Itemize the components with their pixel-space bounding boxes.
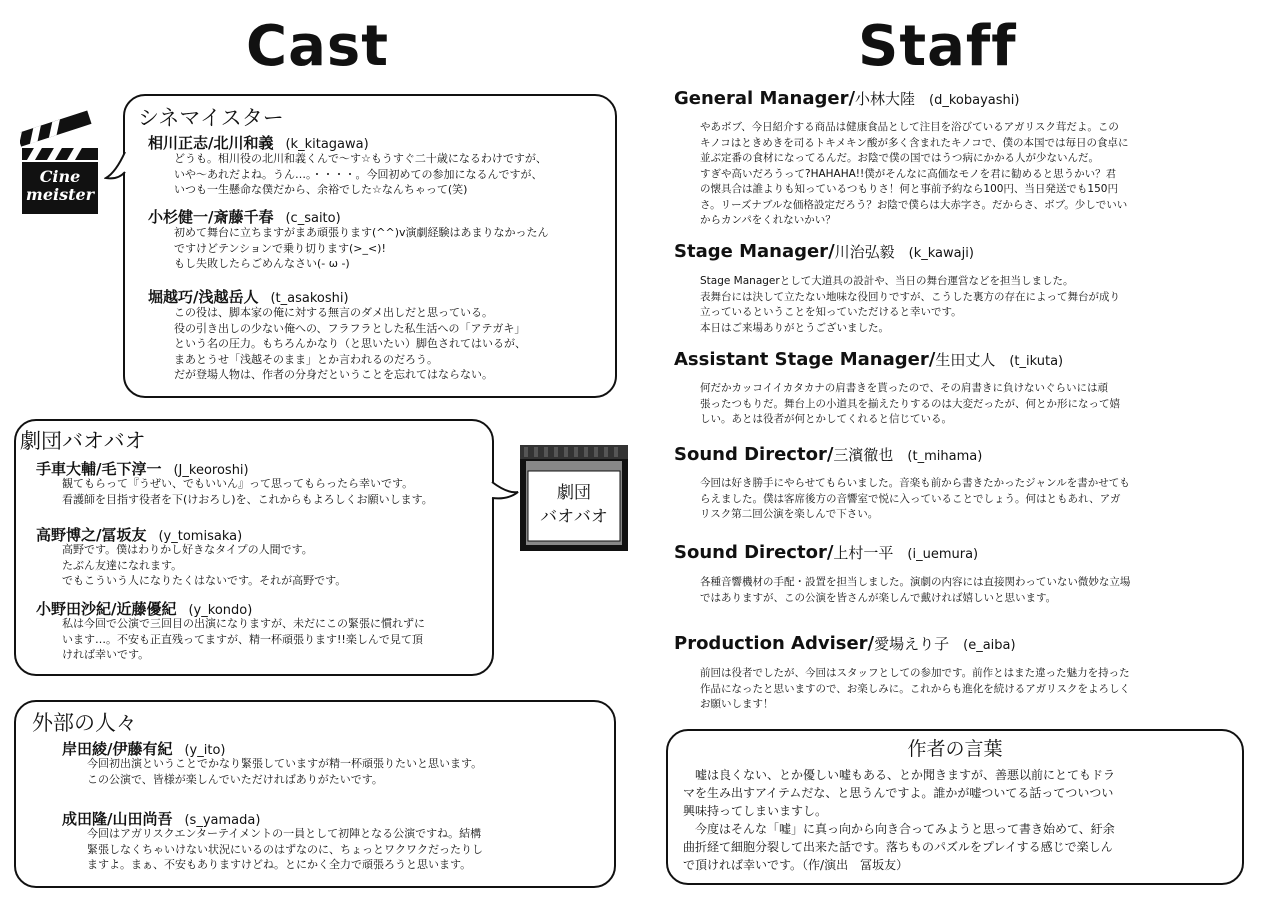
- staff-heading: Production Adviser/愛場えり子 (e_aiba): [674, 633, 1016, 654]
- member-name: 手車大輔/毛下淳一 (J_keoroshi): [36, 460, 249, 478]
- member-comment: 観てもらって『うぜい、でもいいん』って思ってもらったら幸いです。 看護師を目指す役者を下(けおろし)を、これからもよろしくお願いします。: [62, 477, 433, 506]
- author-text: 嘘は良くない、とか優しい嘘もある、とか聞きますが、善悪以前にとてもドラ マを生み出すアイテムだな、と思うんですよ。誰かが嘘ついてる話ってついつい 興味持ってしまいますし。 今度はそんな「嘘」に真っ向から向き合ってみようと思って書き始めて、紆余 曲折経て細胞分裂して出来た話です。落ちものパズルをプレイする感じで楽しん で頂ければ幸いです。（作/演出 冨坂友）: [683, 768, 1116, 872]
- member-comment: 今回はアガリスクエンターテイメントの一員として初陣となる公演ですね。結構 緊張しなくちゃいけない状況にいるのはずなのに、ちょっとワクワクだったりし ますよ。まぁ、不安もありますけどね。とにかく全力で頑張ろうと思います。: [87, 827, 483, 871]
- member-comment: 初めて舞台に立ちますがまあ頑張ります(^^)v演劇経験はあまりなかったん ですけどテンションで乗り切ります(>_<)! もし失敗したらごめんなさい(- ω -): [174, 226, 549, 270]
- member-name: 小野田沙紀/近藤優紀 (y_kondo): [36, 600, 253, 618]
- member-name: 成田隆/山田尚吾 (s_yamada): [62, 810, 261, 828]
- staff-heading: Assistant Stage Manager/生田丈人 (t_ikuta): [674, 349, 1064, 370]
- member-comment: この役は、脚本家の俺に対する無言のダメ出しだと思っている。 役の引き出しの少ない俺への、フラフラとした私生活への「アテガキ」 という名の圧力。もちろんかなり（と思いたい）脚色されてはいるが、 まあとうせ「浅越そのまま」とか言われるのだろう。 だが登場人物は、作者の分身だということを忘れてはならない。: [174, 306, 526, 381]
- staff-title: Staff: [858, 14, 1017, 79]
- member-name: 岸田綾/伊藤有紀 (y_ito): [62, 740, 226, 758]
- staff-heading: Sound Director/上村一平 (i_uemura): [674, 542, 979, 563]
- member-name: 相川正志/北川和義 (k_kitagawa): [148, 134, 369, 152]
- member-name: 小杉健一/斎藤千春 (c_saito): [148, 208, 341, 226]
- staff-comment: 各種音響機材の手配・設置を担当しました。演劇の内容には直接関わっていない微妙な立場 ではありますが、この公演を皆さんが楽しんで戴ければ嬉しいと思います。: [700, 576, 1131, 604]
- member-comment: 私は今回で公演で三回目の出演になりますが、未だにこの緊張に慣れずに います…。不安も正直残ってますが、精一杯頑張ります!!楽しんで見て頂 ければ幸いです。: [62, 617, 425, 661]
- bubble-tail: [490, 478, 520, 508]
- cast-title: Cast: [246, 14, 389, 79]
- member-comment: 高野です。僕はわりかし好きなタイプの人間です。 たぶん友達になれます。 でもこういう人になりたくはないです。それが高野です。: [62, 543, 347, 587]
- group-title: シネマイスター: [138, 106, 284, 130]
- author-title: 作者の言葉: [907, 738, 1003, 760]
- staff-heading: Sound Director/三濱徹也 (t_mihama): [674, 444, 983, 465]
- clapperboard-icon: [20, 108, 102, 218]
- staff-comment: 前回は役者でしたが、今回はスタッフとしての参加です。前作とはまた違った魅力を持った 作品になったと思いますので、お楽しみに。これからも進化を続けるアガリスクをよろしく お願いします！: [700, 667, 1130, 710]
- member-name: 高野博之/冨坂友 (y_tomisaka): [36, 526, 243, 544]
- member-name: 堀越巧/浅越岳人 (t_asakoshi): [148, 288, 349, 306]
- group-title: 外部の人々: [32, 711, 137, 735]
- staff-heading: Stage Manager/川治弘毅 (k_kawaji): [674, 241, 974, 262]
- bubble-tail: [104, 150, 128, 186]
- staff-comment: 今回は好き勝手にやらせてもらいました。音楽も前から書きたかったジャンルを書かせても らえました。僕は客席後方の音響室で悦に入っていることでしょう。何はともあれ、アガ リスク第二回公演を楽しんで下さい。: [700, 477, 1130, 520]
- baobao-logo-line1: 劇団: [557, 483, 591, 503]
- member-comment: どうも。相川役の北川和義くんで～す☆もうすぐ二十歳になるわけですが、 いや～あれだよね。うん…。・・・・。今回初めての参加になるんですが、 いつも一生懸命な僕だから、余裕でした☆なんちゃって(笑): [174, 152, 547, 196]
- group-title: 劇団バオバオ: [20, 429, 146, 453]
- logo-text-meister: meister: [25, 185, 95, 204]
- staff-comment: やあボブ、今日紹介する商品は健康食品として注目を浴びているアガリスク茸だよ。この キノコはときめきを司るトキメキン酸が多く含まれたキノコで、僕の本国では毎日の食卓に 並ぶ定番の食材になってるんだ。お陰で僕の国ではうつ病にかかる人が少ないんだ。 すぎや高いだろうって?HAHAHA!!僕がそんなに高価なモノを君に勧めると思うかい？君 の懐具合は誰よりも知っているつもりさ！何と事前予約なら100円、当日発送でも150円 さ。リーズナブルな価格設定だろう？お陰で僕らは大赤字さ。だからさ、ボブ。少しでいい からカンパをくれないかい？: [700, 121, 1129, 226]
- member-comment: 今回初出演ということでかなり緊張していますが精一杯頑張りたいと思います。 この公演で、皆様が楽しんでいただければありがたいです。: [87, 757, 483, 786]
- staff-comment: 何だかカッコイイカタカナの肩書きを貰ったので、その肩書きに負けないぐらいには頑 張ったつもりだ。舞台上の小道具を揃えたりするのは大変だったが、何とか形になって嬉 しい。あとは役者が何とかしてくれると信じている。: [700, 382, 1120, 425]
- staff-comment: Stage Managerとして大道具の設計や、当日の舞台運営などを担当しました。 表舞台には決して立たない地味な役回りですが、こうした裏方の存在によって舞台が成り 立っているということを知っていただけると幸いです。 本日はご来場ありがとうございました。: [700, 275, 1120, 334]
- baobao-logo-line2: バオバオ: [540, 507, 608, 527]
- baobao-stage-logo: [520, 445, 628, 551]
- staff-heading: General Manager/小林大陸 (d_kobayashi): [674, 88, 1020, 109]
- logo-text-cine: Cine: [39, 167, 81, 186]
